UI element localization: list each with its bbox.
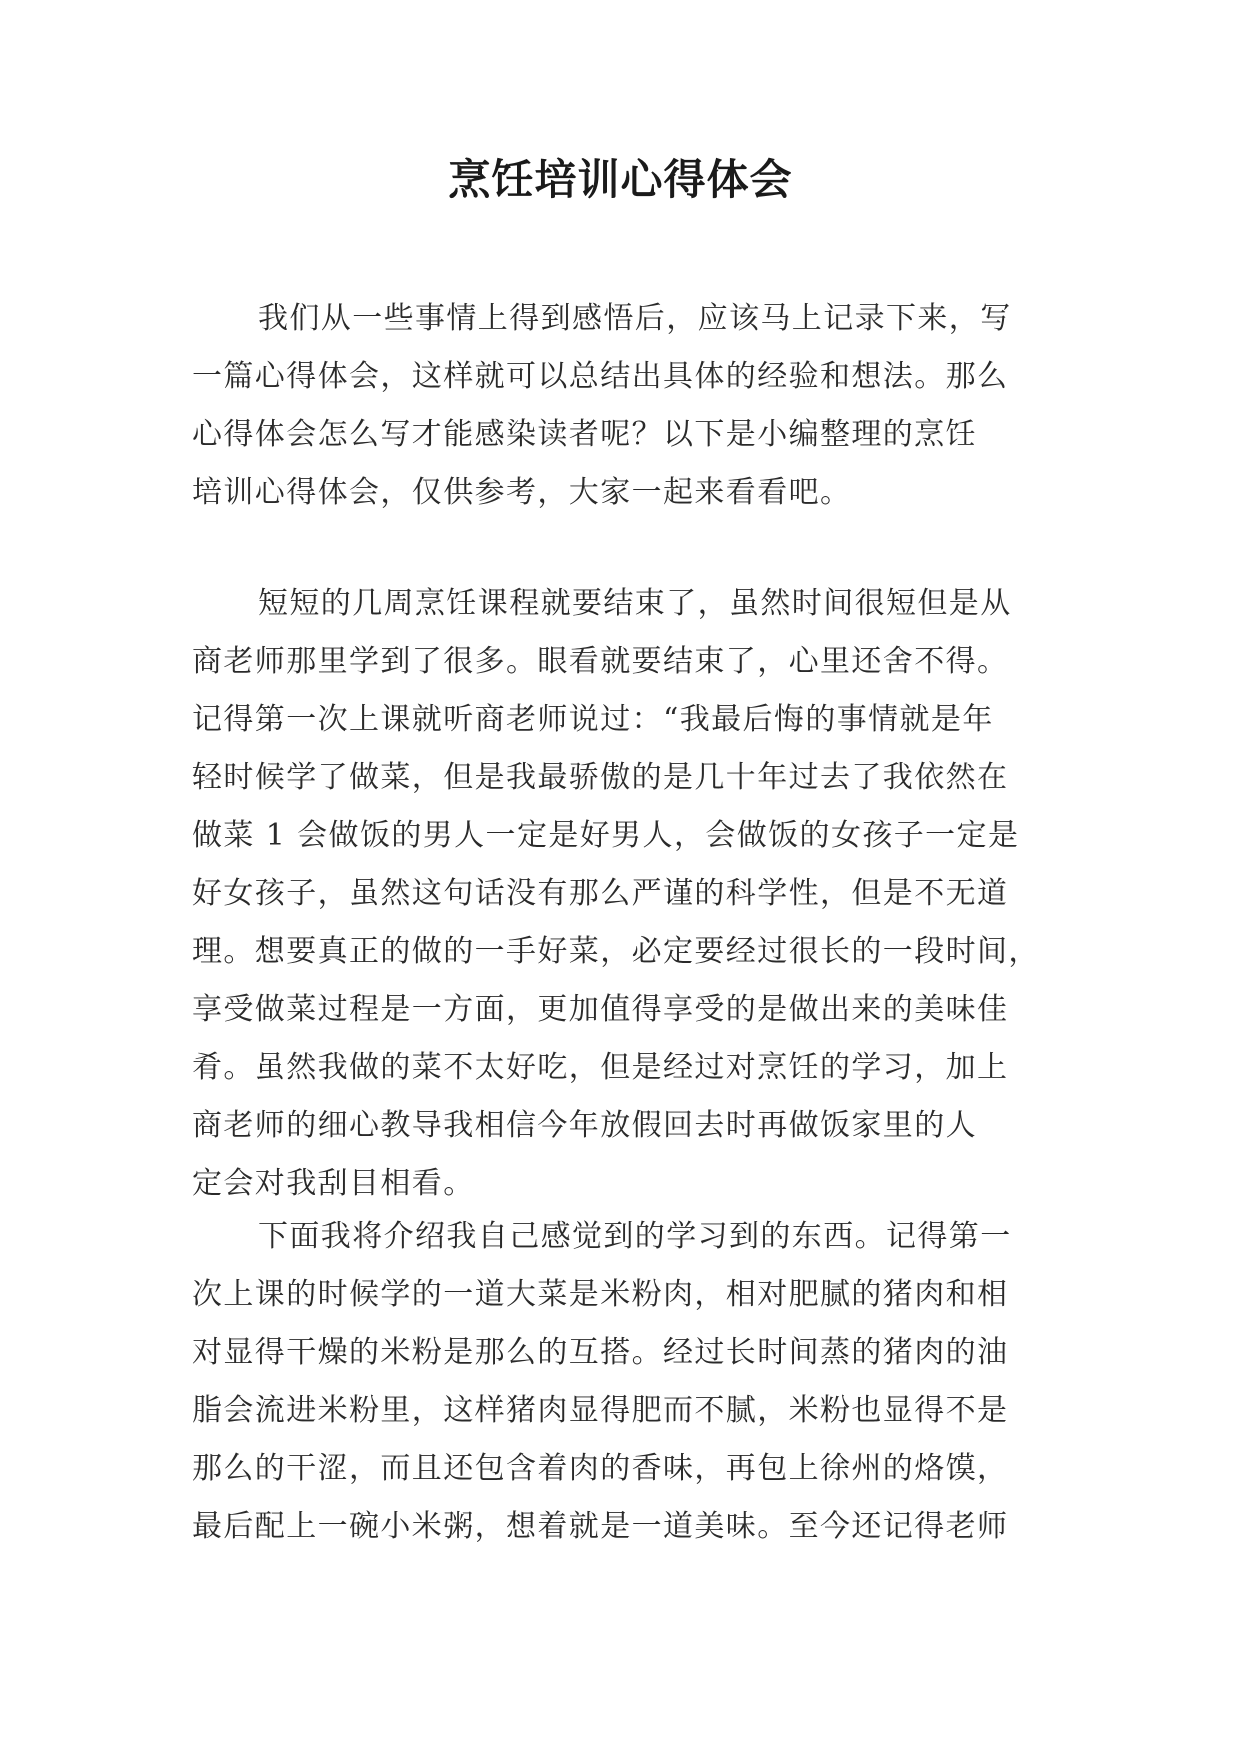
text-line: 下面我将介绍我自己感觉到的学习到的东西。记得第一 <box>258 1219 1012 1254</box>
text-line: 定会对我刮目相看。 <box>192 1166 475 1201</box>
text-line: 记得第一次上课就听商老师说过：“我最后悔的事情就是年 <box>192 702 994 737</box>
paragraph-intro <box>192 290 1052 522</box>
text-line: 享受做菜过程是一方面，更加值得享受的是做出来的美味佳 <box>192 992 1009 1027</box>
paragraph-course-ending <box>192 575 1052 1213</box>
text-line: 脂会流进米粉里，这样猪肉显得肥而不腻，米粉也显得不是 <box>192 1393 1009 1428</box>
text-line: 好女孩子，虽然这句话没有那么严谨的科学性，但是不无道 <box>192 876 1009 911</box>
text-line: 一篇心得体会，这样就可以总结出具体的经验和想法。那么 <box>192 359 1009 394</box>
text-line: 短短的几周烹饪课程就要结束了，虽然时间很短但是从 <box>258 586 1012 621</box>
page-title: 烹饪培训心得体会 <box>448 155 793 204</box>
text-line: 做菜 1 会做饭的男人一定是好男人，会做饭的女孩子一定是 <box>192 818 1020 853</box>
paragraph-learnings <box>192 1208 1052 1556</box>
text-line: 心得体会怎么写才能感染读者呢？以下是小编整理的烹饪 <box>192 417 977 452</box>
text-line: 次上课的时候学的一道大菜是米粉肉，相对肥腻的猪肉和相 <box>192 1277 1009 1312</box>
text-line: 轻时候学了做菜，但是我最骄傲的是几十年过去了我依然在 <box>192 760 1009 795</box>
text-line: 培训心得体会，仅供参考，大家一起来看看吧。 <box>192 475 852 510</box>
text-line: 那么的干涩，而且还包含着肉的香味，再包上徐州的烙馍， <box>192 1451 1009 1486</box>
text-line: 我们从一些事情上得到感悟后，应该马上记录下来，写 <box>258 301 1012 336</box>
text-line: 肴。虽然我做的菜不太好吃，但是经过对烹饪的学习，加上 <box>192 1050 1009 1085</box>
text-line: 商老师的细心教导我相信今年放假回去时再做饭家里的人 <box>192 1108 977 1143</box>
text-line: 对显得干燥的米粉是那么的互搭。经过长时间蒸的猪肉的油 <box>192 1335 1009 1370</box>
text-line: 商老师那里学到了很多。眼看就要结束了，心里还舍不得。 <box>192 644 1009 679</box>
text-line: 理。想要真正的做的一手好菜，必定要经过很长的一段时间， <box>192 934 1040 969</box>
text-line: 最后配上一碗小米粥，想着就是一道美味。至今还记得老师 <box>192 1509 1009 1544</box>
